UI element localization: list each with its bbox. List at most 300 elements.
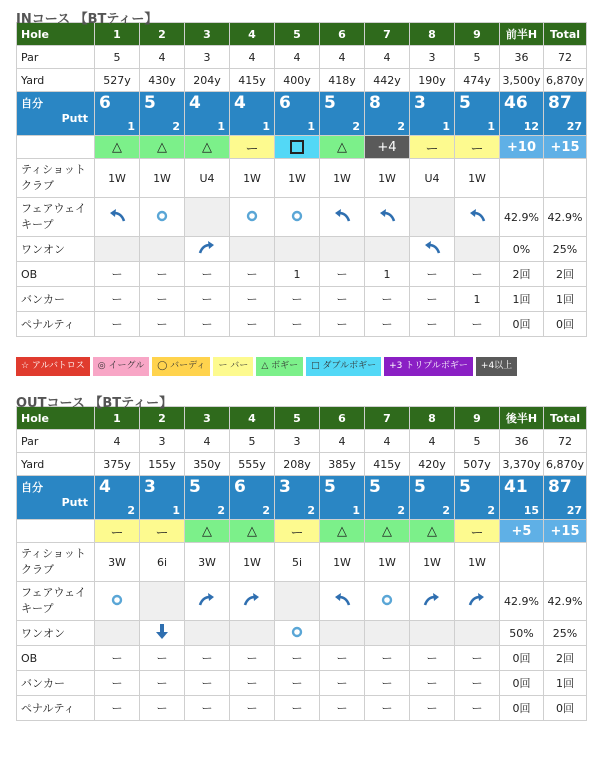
- result-symbol: [410, 136, 455, 159]
- penalty-value: ー: [95, 696, 140, 721]
- fairway-keep-cell: [410, 582, 455, 621]
- fairway-keep-cell: [320, 198, 365, 237]
- fairway-keep-cell: [365, 582, 410, 621]
- yard-value: 418y: [320, 69, 365, 92]
- stroke-count: 5: [324, 93, 336, 113]
- hole-number: 5: [275, 23, 320, 46]
- fairway-keep-cell: [185, 582, 230, 621]
- bunker-value: ー: [275, 671, 320, 696]
- ob-value: ー: [230, 262, 275, 287]
- circle-icon: [156, 210, 168, 225]
- one-on-cell: [275, 621, 320, 646]
- putt-count: 1: [217, 120, 225, 133]
- result-text: △: [337, 139, 347, 155]
- penalty-value: ー: [185, 696, 230, 721]
- putt-count: 1: [487, 120, 495, 133]
- result-text: △: [112, 139, 122, 155]
- fairway-keep-label: フェアウェイキープ: [17, 198, 95, 237]
- stroke-count: 3: [144, 477, 156, 497]
- self-label-cell: [17, 476, 95, 520]
- penalty-value: ー: [275, 312, 320, 337]
- bunker-total: 1回: [544, 287, 587, 312]
- tee-club-row: [17, 543, 587, 582]
- hole-score-cell: [230, 92, 275, 136]
- hole-number: 9: [455, 407, 500, 430]
- tee-club-value: 1W: [455, 543, 500, 582]
- ob-label: OB: [17, 646, 95, 671]
- yard-label: Yard: [17, 453, 95, 476]
- fairway-keep-cell: [410, 198, 455, 237]
- total-score-cell: [544, 92, 587, 136]
- hole-score-cell: [320, 476, 365, 520]
- bunker-half: 1回: [500, 287, 544, 312]
- ob-row: [17, 262, 587, 287]
- tee-club-value: 1W: [365, 543, 410, 582]
- bunker-label: バンカー: [17, 671, 95, 696]
- one-on-cell: [230, 621, 275, 646]
- bunker-value: ー: [365, 287, 410, 312]
- tee-club-value: 3W: [185, 543, 230, 582]
- bunker-value: ー: [140, 671, 185, 696]
- hole-score-cell: [275, 476, 320, 520]
- total-over-par: +15: [544, 136, 587, 159]
- putt-count: 2: [442, 504, 450, 517]
- hole-number: 3: [185, 407, 230, 430]
- result-symbol: [95, 520, 140, 543]
- hole-number: 4: [230, 23, 275, 46]
- one-on-cell: [455, 237, 500, 262]
- yard-value: 350y: [185, 453, 230, 476]
- result-symbol: [320, 520, 365, 543]
- one-on-cell: [410, 237, 455, 262]
- yard-value: 507y: [455, 453, 500, 476]
- legend-item: +3 トリプルボギー: [384, 357, 473, 376]
- bunker-label: バンカー: [17, 287, 95, 312]
- penalty-half: 0回: [500, 696, 544, 721]
- in-score-table: [16, 22, 587, 337]
- total-score-cell: [544, 476, 587, 520]
- hole-score-cell: [365, 476, 410, 520]
- penalty-value: ー: [455, 312, 500, 337]
- stroke-count: 5: [369, 477, 381, 497]
- one-on-cell: [230, 237, 275, 262]
- bunker-value: ー: [320, 671, 365, 696]
- hole-number: 7: [365, 407, 410, 430]
- one-on-cell: [455, 621, 500, 646]
- one-on-label: ワンオン: [17, 621, 95, 646]
- bunker-value: ー: [185, 287, 230, 312]
- fairway-keep-row: [17, 582, 587, 621]
- fairway-keep-cell: [275, 198, 320, 237]
- result-symbol: [140, 136, 185, 159]
- ob-value: 1: [275, 262, 320, 287]
- legend-item: ー バー: [213, 357, 253, 376]
- half-putts: 15: [523, 504, 539, 517]
- penalty-value: ー: [410, 312, 455, 337]
- in-course-section: [0, 0, 592, 337]
- penalty-value: ー: [140, 696, 185, 721]
- tee-club-value: 1W: [230, 159, 275, 198]
- half-over-par: +10: [500, 136, 544, 159]
- penalty-value: ー: [140, 312, 185, 337]
- left-arrow-icon: [108, 209, 126, 226]
- par-value: 5: [455, 430, 500, 453]
- par-total: 72: [544, 46, 587, 69]
- par-value: 3: [140, 430, 185, 453]
- self-label: 自分: [21, 481, 43, 494]
- one-on-cell: [320, 621, 365, 646]
- par-value: 3: [410, 46, 455, 69]
- fairway-keep-cell: [95, 582, 140, 621]
- result-symbol: [320, 136, 365, 159]
- penalty-value: ー: [230, 696, 275, 721]
- result-text: ー: [290, 525, 304, 541]
- fairway-keep-cell: [185, 198, 230, 237]
- penalty-value: ー: [410, 696, 455, 721]
- putt-count: 2: [127, 504, 135, 517]
- putt-label: Putt: [61, 496, 88, 509]
- ob-half: 0回: [500, 646, 544, 671]
- hole-score-cell: [140, 92, 185, 136]
- par-label: Par: [17, 430, 95, 453]
- penalty-value: ー: [365, 696, 410, 721]
- result-row: [17, 136, 587, 159]
- result-symbol: [275, 520, 320, 543]
- half-score-cell: [500, 92, 544, 136]
- result-symbol: [95, 136, 140, 159]
- bunker-value: ー: [95, 287, 140, 312]
- hole-number: 2: [140, 407, 185, 430]
- yard-value: 155y: [140, 453, 185, 476]
- out-course-title: OUTコース 【BTティー】: [16, 396, 173, 411]
- tee-club-value: 1W: [365, 159, 410, 198]
- one-on-half: 50%: [500, 621, 544, 646]
- self-label-cell: [17, 92, 95, 136]
- penalty-value: ー: [95, 312, 140, 337]
- result-symbol: [275, 136, 320, 159]
- par-value: 5: [455, 46, 500, 69]
- ob-value: ー: [275, 646, 320, 671]
- ob-label: OB: [17, 262, 95, 287]
- result-text: △: [202, 139, 212, 155]
- yard-half: 3,500y: [500, 69, 544, 92]
- fairway-keep-cell: [140, 582, 185, 621]
- result-text: △: [202, 523, 212, 539]
- tee-club-value: 3W: [95, 543, 140, 582]
- yard-value: 420y: [410, 453, 455, 476]
- result-symbol: [410, 520, 455, 543]
- hole-number: 4: [230, 407, 275, 430]
- hole-number: 2: [140, 23, 185, 46]
- hole-score-cell: [275, 92, 320, 136]
- ob-value: ー: [185, 262, 230, 287]
- stroke-count: 3: [279, 477, 291, 497]
- bunker-value: ー: [185, 671, 230, 696]
- hole-score-cell: [410, 476, 455, 520]
- yard-value: 474y: [455, 69, 500, 92]
- result-text: △: [247, 523, 257, 539]
- hole-score-cell: [410, 92, 455, 136]
- tee-club-value: 1W: [410, 543, 455, 582]
- yard-row: [17, 453, 587, 476]
- par-value: 4: [320, 46, 365, 69]
- tee-club-value: 6i: [140, 543, 185, 582]
- par-value: 4: [95, 430, 140, 453]
- yard-value: 442y: [365, 69, 410, 92]
- total-putts: 27: [566, 120, 582, 133]
- stroke-count: 8: [369, 93, 381, 113]
- result-text: ー: [425, 141, 439, 157]
- putt-count: 1: [442, 120, 450, 133]
- ob-row: [17, 646, 587, 671]
- yard-value: 208y: [275, 453, 320, 476]
- one-on-cell: [185, 237, 230, 262]
- right-arrow-icon: [423, 593, 441, 610]
- stroke-count: 5: [144, 93, 156, 113]
- tee-club-value: U4: [185, 159, 230, 198]
- fairway-keep-half: 42.9%: [500, 198, 544, 237]
- ob-total: 2回: [544, 262, 587, 287]
- putt-count: 1: [352, 504, 360, 517]
- yard-value: 527y: [95, 69, 140, 92]
- result-text: △: [337, 523, 347, 539]
- result-symbol: [455, 136, 500, 159]
- half-putts: 12: [523, 120, 539, 133]
- result-row: [17, 520, 587, 543]
- right-arrow-icon: [243, 593, 261, 610]
- tee-club-value: 1W: [230, 543, 275, 582]
- hole-number: 6: [320, 407, 365, 430]
- out-score-table: [16, 406, 587, 721]
- penalty-label: ペナルティ: [17, 696, 95, 721]
- legend-item: ◯ バーディ: [152, 357, 210, 376]
- tee-club-value: 1W: [455, 159, 500, 198]
- tee-club-label: ティショットクラブ: [17, 159, 95, 198]
- hole-score-cell: [365, 92, 410, 136]
- penalty-row: [17, 696, 587, 721]
- penalty-value: ー: [320, 696, 365, 721]
- result-text: △: [157, 139, 167, 155]
- putt-count: 2: [262, 504, 270, 517]
- fairway-keep-cell: [320, 582, 365, 621]
- tee-club-value: 1W: [320, 543, 365, 582]
- one-on-half: 0%: [500, 237, 544, 262]
- putt-count: 2: [172, 120, 180, 133]
- par-value: 4: [230, 46, 275, 69]
- tee-club-row: [17, 159, 587, 198]
- fairway-keep-total: 42.9%: [544, 582, 587, 621]
- result-text: △: [427, 523, 437, 539]
- fairway-keep-label: フェアウェイキープ: [17, 582, 95, 621]
- fairway-keep-cell: [230, 198, 275, 237]
- tee-club-half: [500, 159, 544, 198]
- circle-icon: [291, 210, 303, 225]
- one-on-cell: [95, 621, 140, 646]
- stroke-count: 6: [234, 477, 246, 497]
- bunker-value: ー: [95, 671, 140, 696]
- one-on-cell: [95, 237, 140, 262]
- total-strokes: 87: [548, 93, 572, 113]
- half-label: 後半H: [500, 407, 544, 430]
- half-strokes: 46: [504, 93, 528, 113]
- penalty-value: ー: [185, 312, 230, 337]
- yard-value: 415y: [230, 69, 275, 92]
- result-symbol: [140, 520, 185, 543]
- ob-value: ー: [320, 262, 365, 287]
- penalty-value: ー: [230, 312, 275, 337]
- putt-count: 2: [352, 120, 360, 133]
- yard-value: 375y: [95, 453, 140, 476]
- ob-value: ー: [455, 646, 500, 671]
- stroke-count: 5: [414, 477, 426, 497]
- hole-score-cell: [140, 476, 185, 520]
- par-value: 4: [140, 46, 185, 69]
- par-row: [17, 46, 587, 69]
- tee-club-value: 1W: [140, 159, 185, 198]
- one-on-cell: [185, 621, 230, 646]
- circle-icon: [291, 626, 303, 641]
- hole-label: Hole: [17, 23, 95, 46]
- tee-club-value: 5i: [275, 543, 320, 582]
- total-over-par: +15: [544, 520, 587, 543]
- ob-value: ー: [95, 262, 140, 287]
- tee-club-value: 1W: [320, 159, 365, 198]
- result-text: ー: [245, 141, 259, 157]
- hole-number: 1: [95, 407, 140, 430]
- ob-value: 1: [365, 262, 410, 287]
- right-arrow-icon: [198, 241, 216, 258]
- hole-score-cell: [185, 476, 230, 520]
- hole-score-cell: [320, 92, 365, 136]
- yard-value: 204y: [185, 69, 230, 92]
- putt-label: Putt: [61, 112, 88, 125]
- ob-value: ー: [320, 646, 365, 671]
- result-text: △: [382, 523, 392, 539]
- hole-number: 3: [185, 23, 230, 46]
- par-value: 4: [275, 46, 320, 69]
- one-on-cell: [275, 237, 320, 262]
- left-arrow-icon: [423, 241, 441, 258]
- one-on-cell: [410, 621, 455, 646]
- left-arrow-icon: [468, 209, 486, 226]
- hole-number: 5: [275, 407, 320, 430]
- hole-score-cell: [455, 92, 500, 136]
- fairway-keep-cell: [95, 198, 140, 237]
- hole-number: 6: [320, 23, 365, 46]
- stroke-count: 4: [99, 477, 111, 497]
- par-value: 5: [230, 430, 275, 453]
- penalty-total: 0回: [544, 312, 587, 337]
- one-on-cell: [140, 621, 185, 646]
- par-value: 4: [320, 430, 365, 453]
- hole-score-cell: [455, 476, 500, 520]
- tee-club-half: [500, 543, 544, 582]
- tee-club-value: U4: [410, 159, 455, 198]
- tee-club-total: [544, 543, 587, 582]
- par-value: 4: [410, 430, 455, 453]
- putt-count: 1: [307, 120, 315, 133]
- bunker-row: [17, 287, 587, 312]
- left-arrow-icon: [333, 593, 351, 610]
- stroke-count: 4: [234, 93, 246, 113]
- one-on-total: 25%: [544, 237, 587, 262]
- result-symbol: [230, 136, 275, 159]
- yard-value: 415y: [365, 453, 410, 476]
- bunker-value: ー: [455, 671, 500, 696]
- total-label: Total: [544, 407, 587, 430]
- bunker-total: 1回: [544, 671, 587, 696]
- putt-count: 1: [172, 504, 180, 517]
- fairway-keep-cell: [455, 582, 500, 621]
- yard-value: 190y: [410, 69, 455, 92]
- penalty-half: 0回: [500, 312, 544, 337]
- putt-count: 2: [217, 504, 225, 517]
- self-score-row: [17, 476, 587, 520]
- one-on-row: [17, 621, 587, 646]
- one-on-total: 25%: [544, 621, 587, 646]
- par-label: Par: [17, 46, 95, 69]
- bunker-value: ー: [140, 287, 185, 312]
- ob-total: 2回: [544, 646, 587, 671]
- yard-total: 6,870y: [544, 69, 587, 92]
- hole-score-cell: [95, 476, 140, 520]
- result-symbol: [185, 520, 230, 543]
- penalty-value: ー: [455, 696, 500, 721]
- left-arrow-icon: [378, 209, 396, 226]
- penalty-value: ー: [320, 312, 365, 337]
- yard-value: 430y: [140, 69, 185, 92]
- result-text: ー: [110, 525, 124, 541]
- total-putts: 27: [566, 504, 582, 517]
- legend-item: □ ダブルボギー: [306, 357, 381, 376]
- down-arrow-icon: [156, 624, 168, 643]
- tee-club-label: ティショットクラブ: [17, 543, 95, 582]
- yard-value: 400y: [275, 69, 320, 92]
- stroke-count: 5: [324, 477, 336, 497]
- left-arrow-icon: [333, 209, 351, 226]
- one-on-cell: [320, 237, 365, 262]
- legend-item: ☆ アルバトロス: [16, 357, 90, 376]
- ob-value: ー: [230, 646, 275, 671]
- fairway-keep-total: 42.9%: [544, 198, 587, 237]
- stroke-count: 6: [279, 93, 291, 113]
- stroke-count: 5: [459, 93, 471, 113]
- ob-value: ー: [410, 262, 455, 287]
- half-score-cell: [500, 476, 544, 520]
- result-text: ー: [470, 525, 484, 541]
- par-value: 3: [185, 46, 230, 69]
- penalty-value: ー: [275, 696, 320, 721]
- result-symbol: [185, 136, 230, 159]
- putt-count: 1: [127, 120, 135, 133]
- stroke-count: 3: [414, 93, 426, 113]
- bunker-value: ー: [320, 287, 365, 312]
- yard-value: 555y: [230, 453, 275, 476]
- circle-icon: [381, 594, 393, 609]
- ob-value: ー: [95, 646, 140, 671]
- hole-label: Hole: [17, 407, 95, 430]
- half-strokes: 41: [504, 477, 528, 497]
- fairway-keep-cell: [365, 198, 410, 237]
- circle-icon: [246, 210, 258, 225]
- bunker-row: [17, 671, 587, 696]
- score-legend: [16, 357, 592, 376]
- par-value: 3: [275, 430, 320, 453]
- bunker-value: ー: [230, 671, 275, 696]
- penalty-total: 0回: [544, 696, 587, 721]
- self-score-row: [17, 92, 587, 136]
- putt-count: 2: [307, 504, 315, 517]
